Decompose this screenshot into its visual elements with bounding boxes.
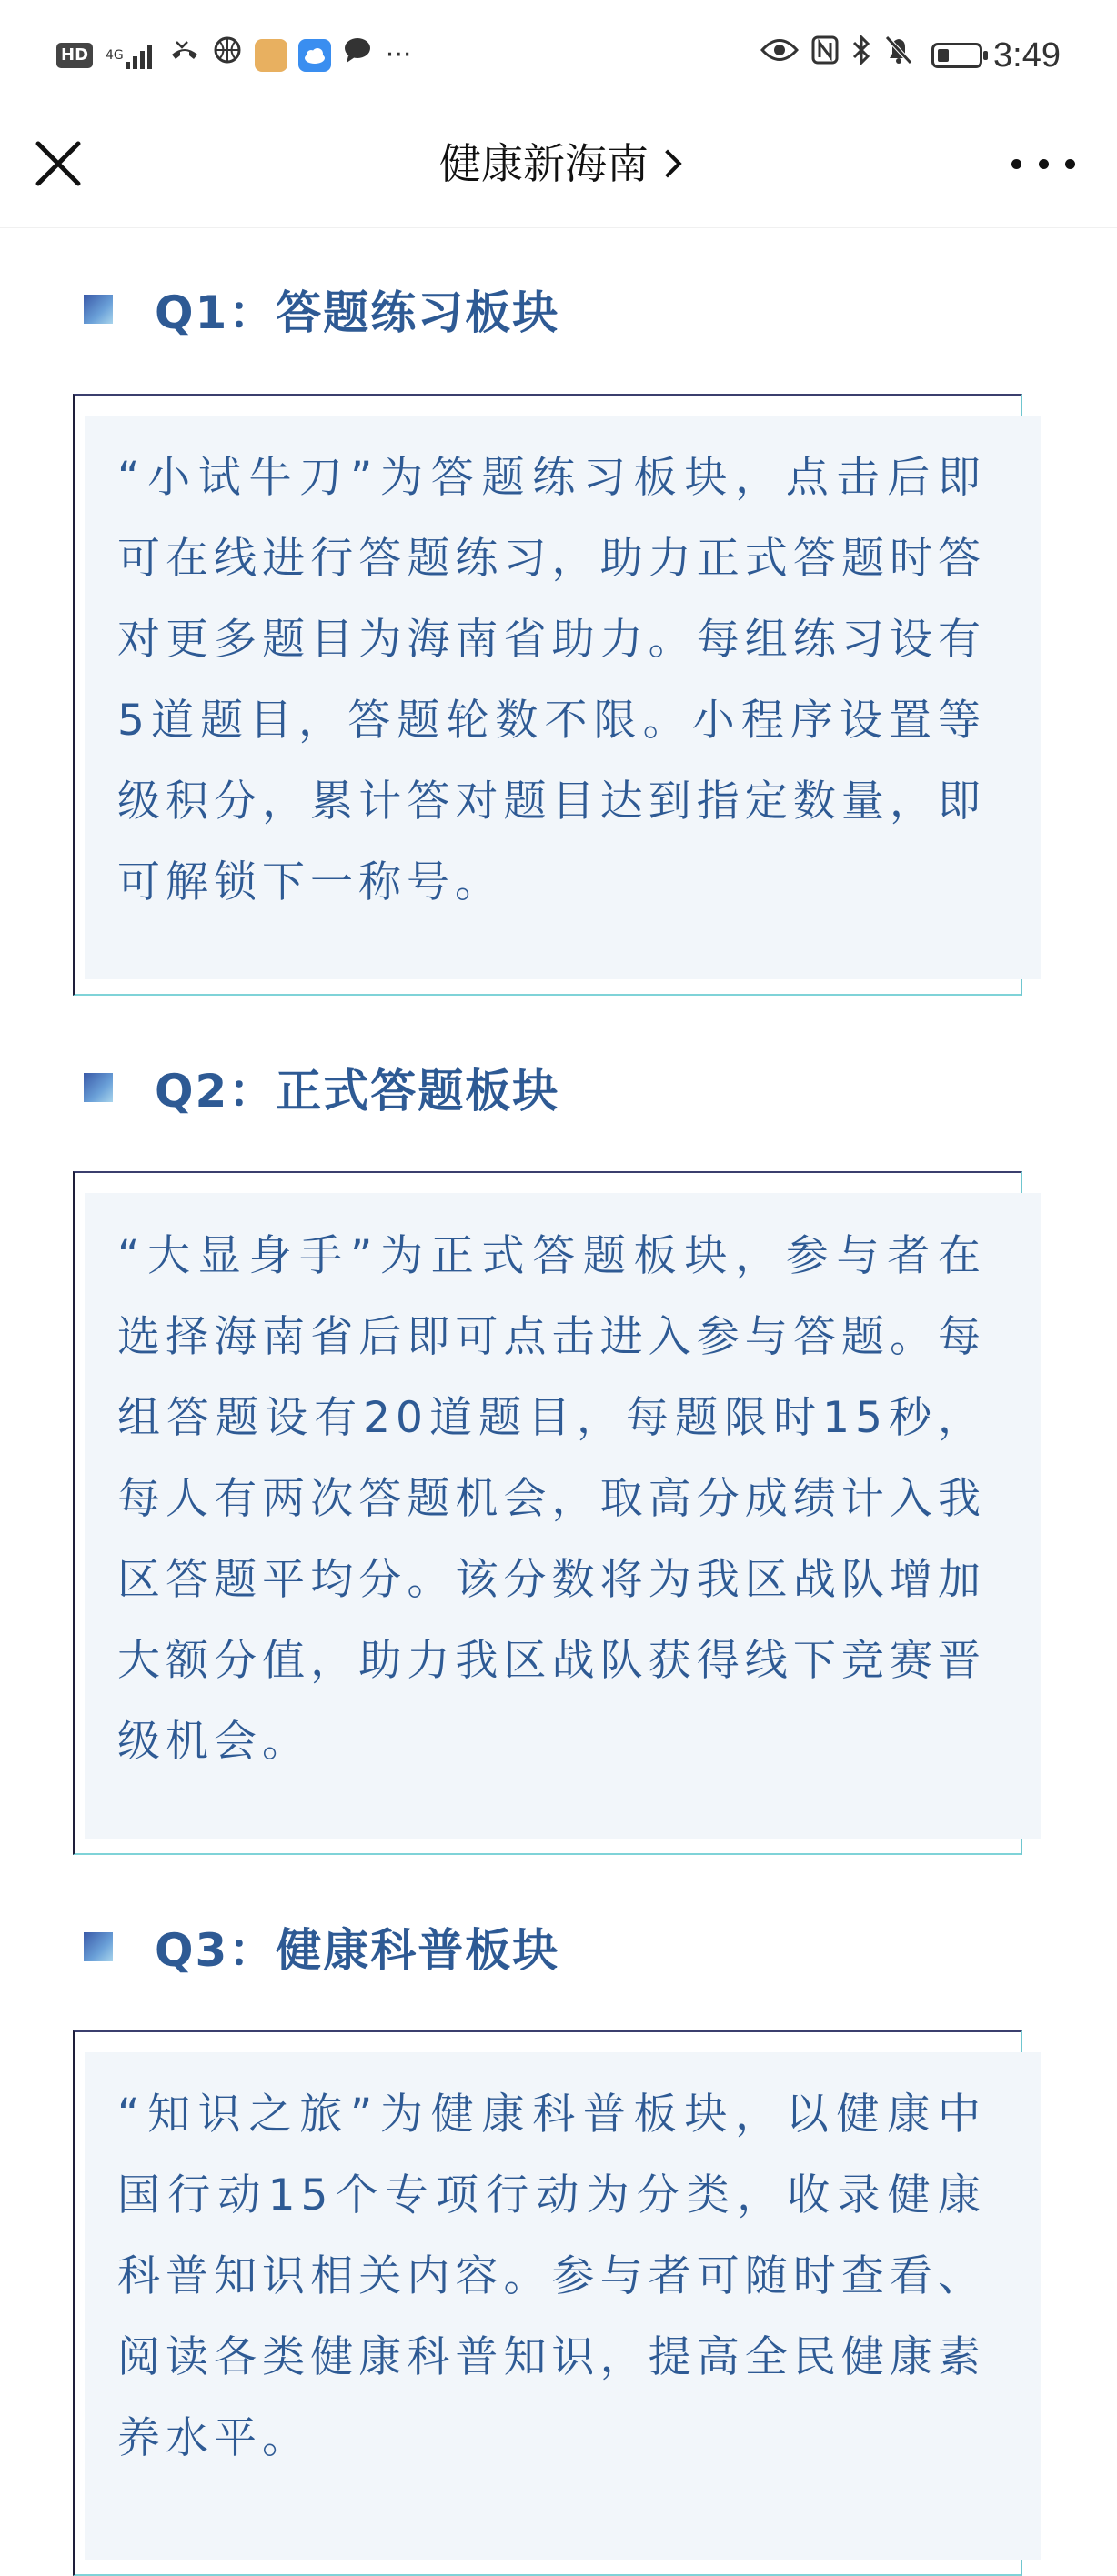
section-heading-q2 xyxy=(84,1060,560,1118)
more-options-button[interactable] xyxy=(1011,145,1075,182)
section-heading-q1 xyxy=(84,282,560,339)
card-text: “小试牛刀”为答题练习板块，点击后即可在线进行答题练习，助力正式答题时答对更多题目为海南省助力。每组练习设有5道题目，答题轮数不限。小程序设置等级积分，累计答对题目达到指定数量，即可解锁下一称号。 xyxy=(117,453,986,907)
mute-bell-icon xyxy=(884,35,913,77)
nfc-icon xyxy=(811,35,839,76)
dot-icon xyxy=(1011,159,1021,169)
cloud-app-icon xyxy=(298,39,331,72)
missed-call-icon xyxy=(169,36,200,75)
eye-icon xyxy=(760,36,799,75)
dot-icon xyxy=(1039,159,1049,169)
page-title: 健康新海南 xyxy=(439,139,649,188)
network-type: 4G xyxy=(106,48,124,63)
signal-icon xyxy=(126,42,155,69)
account-title-link[interactable] xyxy=(0,136,1117,191)
section-title: Q3：健康科普板块 xyxy=(155,1924,560,1977)
square-bullet-icon xyxy=(84,1073,113,1102)
status-bar xyxy=(0,0,1117,109)
message-icon xyxy=(342,35,373,76)
status-left xyxy=(56,36,424,75)
card-text: “大显身手”为正式答题板块，参与者在选择海南省后即可点击进入参与答题。每组答题设有20道题目，每题限时15秒，每人有两次答题机会，取高分成绩计入我区答题平均分。该分数将为我区战队增加大额分值，助力我区战队获得线下竞赛晋级机会。 xyxy=(117,1231,986,1767)
section-heading-q3 xyxy=(84,1919,560,1977)
basketball-icon xyxy=(213,35,242,76)
card-text: “知识之旅”为健康科普板块，以健康中国行动15个专项行动为分类，收录健康科普知识相关内容。参与者可随时查看、阅读各类健康科普知识，提高全民健康素养水平。 xyxy=(117,2090,986,2463)
more-notifications-icon: ··· xyxy=(385,39,412,71)
square-bullet-icon xyxy=(84,295,113,324)
chevron-right-icon xyxy=(653,149,681,177)
info-card-q3 xyxy=(73,2030,1022,2576)
clock: 3:49 xyxy=(993,35,1061,75)
hd-badge: HD xyxy=(56,43,93,68)
status-right xyxy=(760,36,1061,75)
app-notification-icon xyxy=(255,39,287,72)
section-title: Q2：正式答题板块 xyxy=(155,1065,560,1118)
bluetooth-icon xyxy=(851,35,871,77)
nav-bar xyxy=(0,109,1117,228)
dot-icon xyxy=(1065,159,1075,169)
battery-icon xyxy=(931,43,982,68)
info-card-q2 xyxy=(73,1171,1022,1855)
square-bullet-icon xyxy=(84,1932,113,1961)
section-title: Q1：答题练习板块 xyxy=(155,286,560,339)
info-card-q1 xyxy=(73,394,1022,996)
